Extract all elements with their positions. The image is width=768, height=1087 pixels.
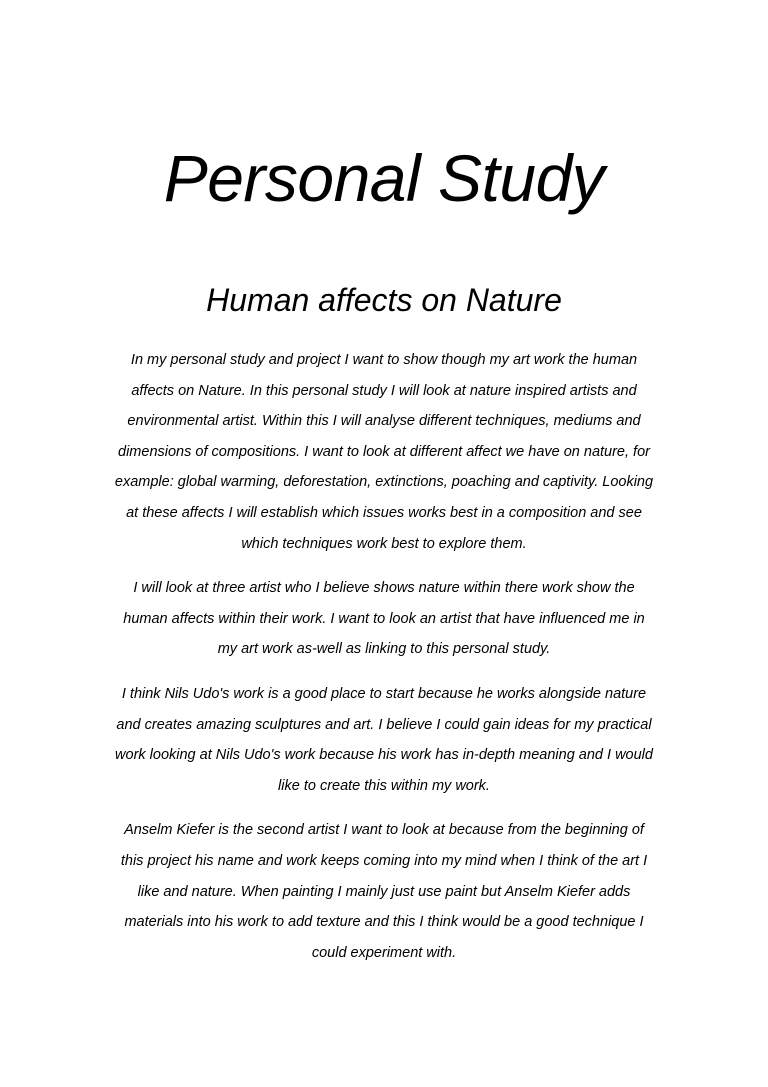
text-line: affects on Nature. In this personal study I will look at nature inspired artists and (131, 382, 637, 399)
text-line: at these affects I will establish which issues works best in a composition and see (126, 504, 642, 521)
text-line: I will look at three artist who I believe shows nature within there work show the (133, 580, 635, 597)
text-line: environmental artist. Within this I will analyse different techniques, mediums and (127, 413, 641, 430)
paragraph-intro (84, 345, 684, 559)
text-line: and creates amazing sculptures and art. I believe I could gain ideas for my practical (116, 716, 652, 733)
text-line: dimensions of compositions. I want to look at different affect we have on nature, for (118, 443, 650, 460)
text-line: In my personal study and project I want to show though my art work the human (130, 352, 638, 368)
text-line: I think Nils Udo's work is a good place to start because he works alongside nature (121, 685, 647, 702)
text-line: my art work as-well as linking to this personal study. (217, 641, 551, 658)
text-line: could experiment with. (311, 944, 457, 961)
document-subtitle: Human affects on Nature (206, 282, 562, 318)
text-line: like to create this within my work. (278, 777, 490, 794)
text-line: like and nature. When painting I mainly just use paint but Anselm Kiefer adds (137, 883, 631, 900)
text-line: human affects within their work. I want to look an artist that have influenced me in (123, 610, 645, 627)
paragraph-three-artists (84, 573, 684, 665)
document-body (84, 345, 684, 968)
text-line: this project his name and work keeps coming into my mind when I think of the art I (120, 852, 648, 869)
text-line: Anselm Kiefer is the second artist I want to look at because from the beginning of (124, 822, 644, 839)
text-line: which techniques work best to explore them. (241, 535, 527, 552)
text-line: example: global warming, deforestation, extinctions, poaching and captivity. Looking (114, 474, 654, 491)
text-line: materials into his work to add texture and this I think would be a good technique I (124, 914, 644, 931)
paragraph-nils-udo (84, 679, 684, 801)
paragraph-anselm-kiefer (84, 815, 684, 968)
text-line: work looking at Nils Udo's work because his work has in-depth meaning and I would (115, 747, 653, 764)
document-title: Personal Study (163, 141, 605, 215)
